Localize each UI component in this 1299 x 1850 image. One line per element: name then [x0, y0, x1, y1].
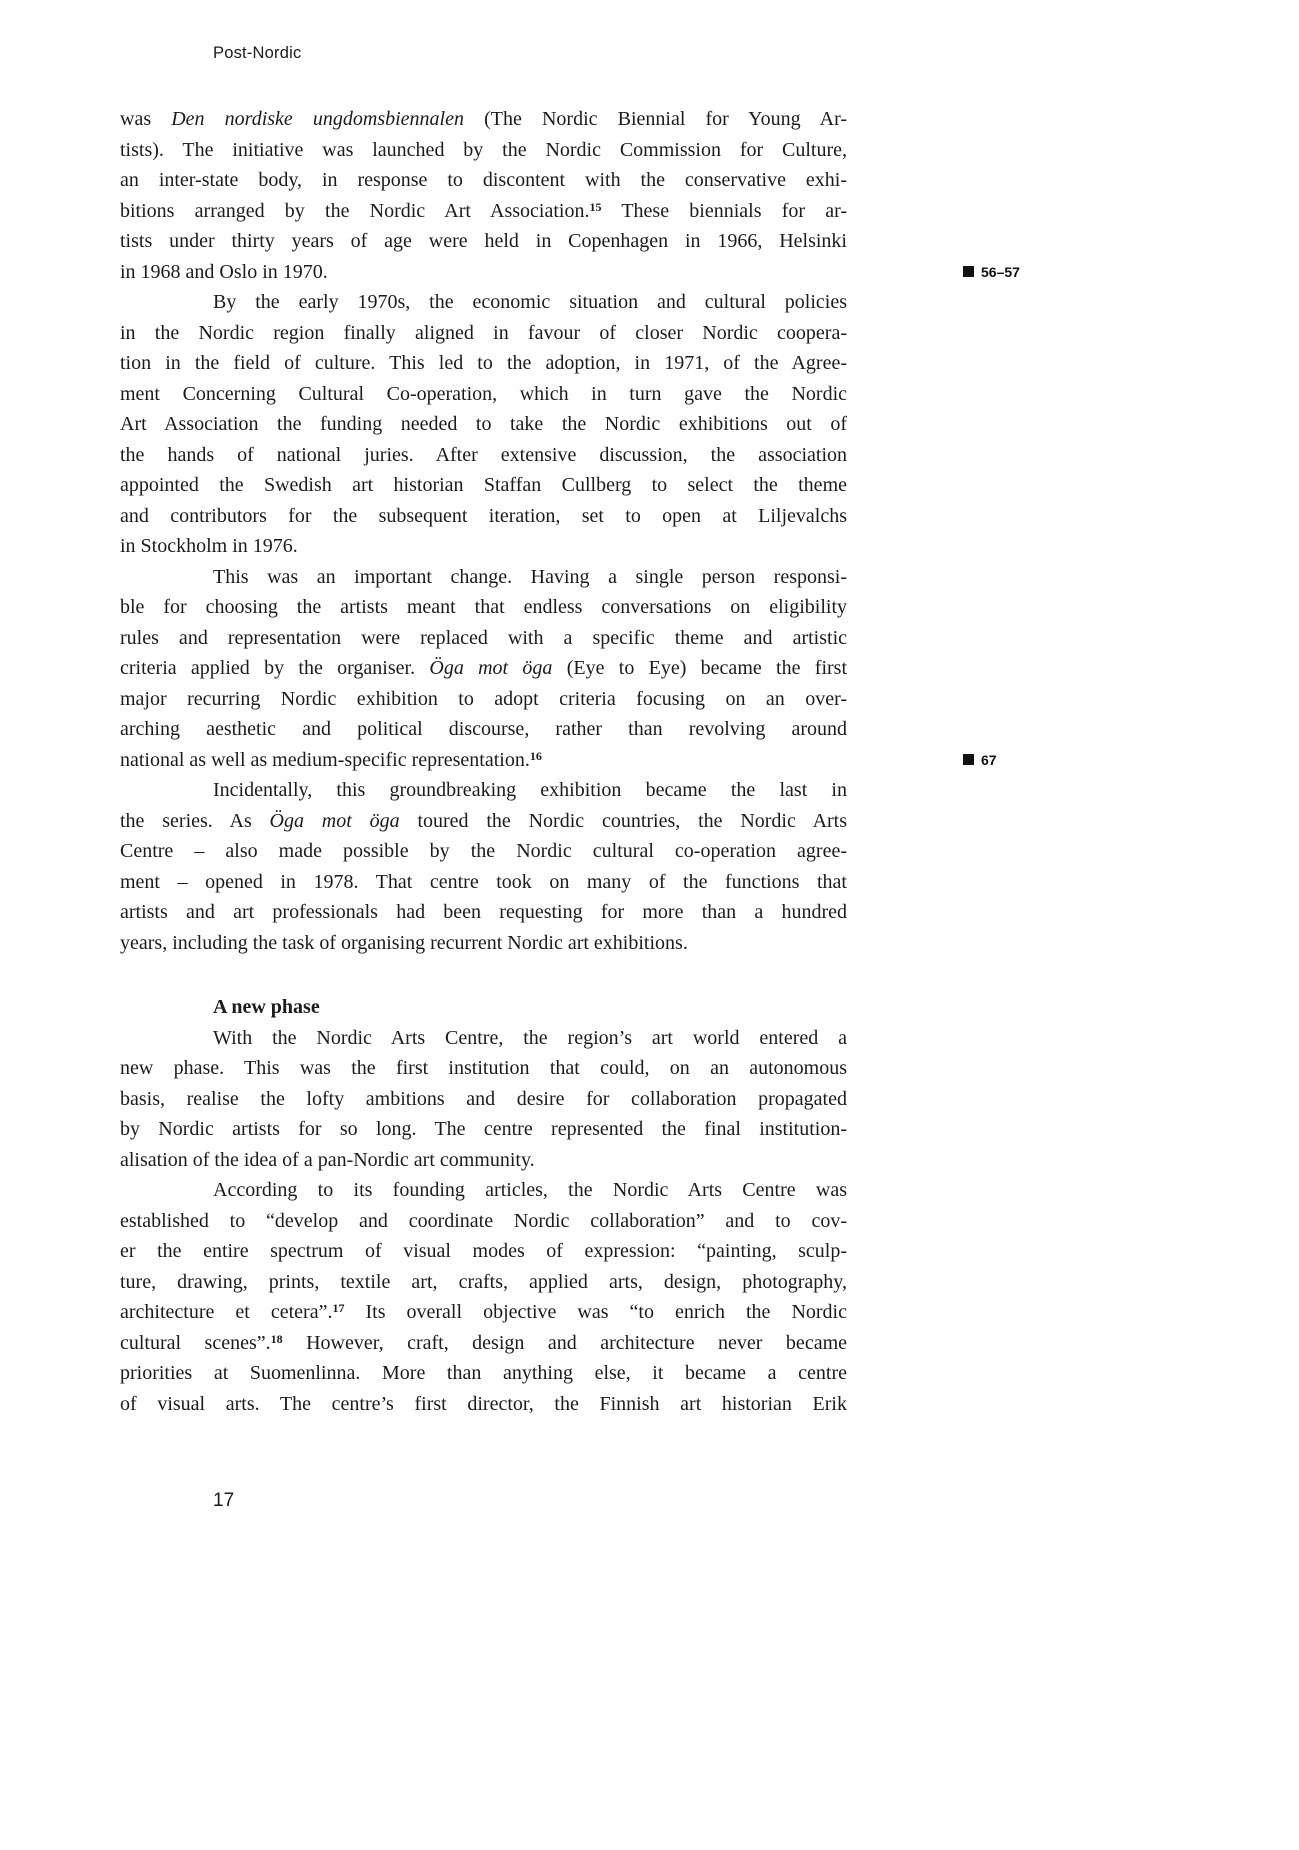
section-heading: A new phase: [213, 996, 320, 1018]
text-line: cultural scenes”.$^{18}$ However, craft, design and architecture never became: [120, 1331, 847, 1354]
text-line: alisation of the idea of a pan-Nordic art community.: [120, 1148, 535, 1171]
text-line: in the Nordic region finally aligned in favour of closer Nordic coopera-: [120, 321, 847, 344]
text-line: of visual arts. The centre’s first director, the Finnish art historian Erik: [120, 1392, 847, 1415]
text-line: the hands of national juries. After extensive discussion, the association: [120, 443, 847, 466]
text-line: major recurring Nordic exhibition to adopt criteria focusing on an over-: [120, 687, 847, 710]
text-line: rules and representation were replaced with a specific theme and artistic: [120, 626, 847, 649]
text-line: ture, drawing, prints, textile art, crafts, applied arts, design, photography,: [120, 1270, 847, 1293]
running-header: Post-Nordic: [213, 44, 302, 62]
text-line: ment – opened in 1978. That centre took on many of the functions that: [120, 870, 847, 893]
page-number: 17: [213, 1490, 235, 1511]
text-line: ble for choosing the artists meant that endless conversations on eligibility: [120, 596, 847, 618]
text-line: was Den nordiske ungdomsbiennalen (The Nordic Biennial for Young Ar-: [120, 108, 847, 130]
text-line: Incidentally, this groundbreaking exhibition became the last in: [213, 779, 847, 801]
text-line: national as well as medium-specific representation.$^{16}$ 67: [120, 748, 997, 771]
text-line: in Stockholm in 1976.: [120, 535, 298, 557]
text-line: This was an important change. Having a single person responsi-: [213, 565, 847, 588]
text-line: arching aesthetic and political discourse, rather than revolving around: [120, 718, 847, 740]
text-line: criteria applied by the organiser. Öga mot öga (Eye to Eye) became the first: [120, 657, 847, 679]
square-marker-icon: [963, 266, 974, 277]
text-line: in 1968 and Oslo in 1970. 56–57: [120, 260, 1020, 283]
text-line: ment Concerning Cultural Co-operation, which in turn gave the Nordic: [120, 382, 847, 405]
text-line: by Nordic artists for so long. The centre represented the final institution-: [120, 1118, 847, 1140]
text-line: new phase. This was the first institution that could, on an autonomous: [120, 1057, 847, 1079]
text-line: By the early 1970s, the economic situation and cultural policies: [213, 291, 847, 313]
text-line: basis, realise the lofty ambitions and desire for collaboration propagated: [120, 1087, 847, 1110]
margin-note: [963, 264, 1020, 280]
text-line: er the entire spectrum of visual modes of expression: “painting, sculp-: [120, 1240, 847, 1262]
text-line: Centre – also made possible by the Nordic cultural co-operation agree-: [120, 840, 847, 862]
text-line: the series. As Öga mot öga toured the Nordic countries, the Nordic Arts: [120, 809, 848, 832]
text-line: an inter-state body, in response to discontent with the conservative exhi-: [120, 169, 847, 191]
margin-note-label: 56–57: [981, 263, 1020, 280]
text-line: With the Nordic Arts Centre, the region’s art world entered a: [213, 1026, 847, 1049]
text-line: tists under thirty years of age were held in Copenhagen in 1966, Helsinki: [120, 230, 847, 252]
text-line: artists and art professionals had been requesting for more than a hundred: [120, 901, 847, 923]
text-line: According to its founding articles, the Nordic Arts Centre was: [213, 1179, 847, 1201]
text-column: [120, 104, 1020, 1419]
text-line: priorities at Suomenlinna. More than anything else, it became a centre: [120, 1362, 847, 1384]
text-line: tists). The initiative was launched by the Nordic Commission for Culture,: [120, 138, 847, 161]
text-line: bitions arranged by the Nordic Art Association.$^{15}$ These biennials for ar-: [120, 199, 848, 222]
text-line: architecture et cetera”.$^{17}$ Its overall objective was “to enrich the Nordic: [120, 1301, 847, 1323]
text-line: appointed the Swedish art historian Staffan Cullberg to select the theme: [120, 474, 847, 496]
margin-note: [963, 752, 997, 768]
square-marker-icon: [963, 754, 974, 765]
text-line: established to “develop and coordinate Nordic collaboration” and to cov-: [120, 1209, 847, 1232]
text-line: years, including the task of organising recurrent Nordic art exhibitions.: [120, 931, 688, 954]
margin-note-label: 67: [981, 751, 997, 768]
text-line: Art Association the funding needed to take the Nordic exhibitions out of: [120, 413, 847, 435]
text-line: and contributors for the subsequent iteration, set to open at Liljevalchs: [120, 504, 847, 527]
text-line: tion in the field of culture. This led to the adoption, in 1971, of the Agree-: [120, 352, 847, 374]
